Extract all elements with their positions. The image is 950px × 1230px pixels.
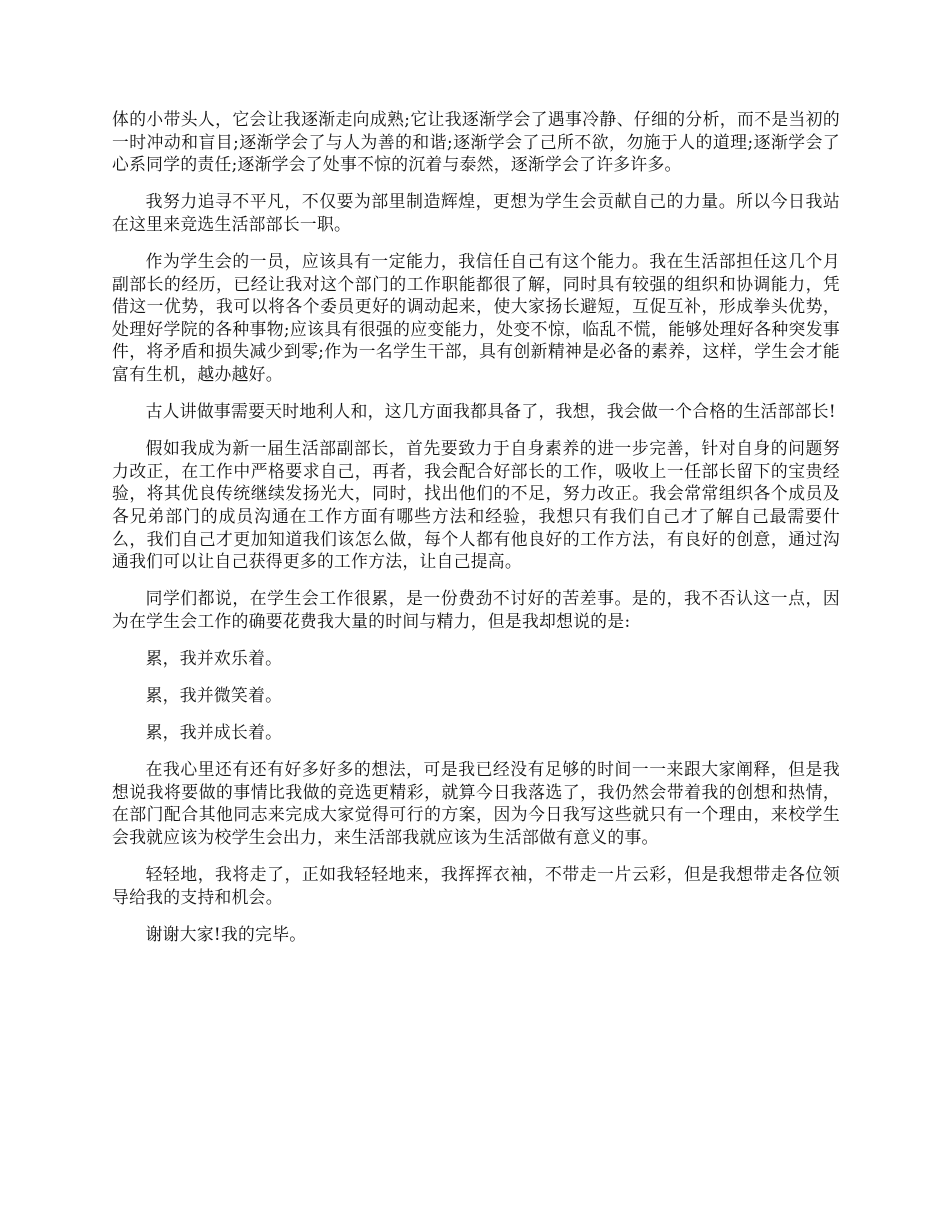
paragraph-hard-work: 同学们都说，在学生会工作很累，是一份费劲不讨好的苦差事。是的，我不否认这一点，因为在学生会工作的确要花费我大量的时间与精力，但是我却想说的是: [112, 588, 840, 631]
document-page [112, 108, 840, 960]
paragraph-tired-happy: 累，我并欢乐着。 [145, 647, 283, 668]
paragraph-continuation: 体的小带头人，它会让我逐渐走向成熟;它让我逐渐学会了遇事冷静、仔细的分析，而不是当初的一时冲动和盲目;逐渐学会了与人为善的和谐;逐渐学会了己所不欲，勿施于人的道理;逐渐学会了心系同学的责任;逐渐学会了处事不惊的沉着与泰然，逐渐学会了许多许多。 [112, 109, 840, 175]
paragraph-conditions: 古人讲做事需要天时地利人和，这几方面我都具备了，我想，我会做一个合格的生活部部长! [145, 401, 836, 422]
paragraph-tired-growing: 累，我并成长着。 [145, 722, 283, 743]
paragraph-tired-smiling: 累，我并微笑着。 [145, 684, 283, 705]
paragraph-ideas: 在我心里还有还有好多好多的想法，可是我已经没有足够的时间一一来跟大家阐释，但是我想说我将要做的事情比我做的竞选更精彩，就算今日我落选了，我仍然会带着我的创想和热情，在部门配合其他同志来完成大家觉得可行的方案，因为今日我写这些就只有一个理由，来校学生会我就应该为校学生会出力，来生活部我就应该为生活部做有意义的事。 [112, 759, 840, 847]
paragraph-plan: 假如我成为新一届生活部副部长，首先要致力于自身素养的进一步完善，针对自身的问题努力改正，在工作中严格要求自己，再者，我会配合好部长的工作，吸收上一任部长留下的宝贵经验，将其优良传统继续发扬光大，同时，找出他们的不足，努力改正。我会常常组织各个成员及各兄弟部门的成员沟通在工作方面有哪些方法和经验，我想只有我们自己才了解自己最需要什么，我们自己才更加知道我们该怎么做，每个人都有他良好的工作方法，有良好的创意，通过沟通我们可以让自己获得更多的工作方法，让自己提高。 [112, 438, 840, 572]
paragraph-farewell: 轻轻地，我将走了，正如我轻轻地来，我挥挥衣袖，不带走一片云彩，但是我想带走各位领导给我的支持和机会。 [112, 864, 840, 907]
paragraph-ability: 作为学生会的一员，应该具有一定能力，我信任自己有这个能力。我在生活部担任这几个月副部长的经历，已经让我对这个部门的工作职能都很了解，同时具有较强的组织和协调能力，凭借这一优势，我可以将各个委员更好的调动起来，使大家扬长避短，互促互补，形成拳头优势，处理好学院的各种事物;应该具有很强的应变能力，处变不惊，临乱不慌，能够处理好各种突发事件，将矛盾和损失减少到零;作为一名学生干部，具有创新精神是必备的素养，这样，学生会才能富有生机，越办越好。 [112, 250, 840, 384]
paragraph-ambition: 我努力追寻不平凡，不仅要为部里制造辉煌，更想为学生会贡献自己的力量。所以今日我站在这里来竞选生活部部长一职。 [112, 191, 840, 234]
paragraph-thanks: 谢谢大家!我的完毕。 [145, 923, 307, 944]
